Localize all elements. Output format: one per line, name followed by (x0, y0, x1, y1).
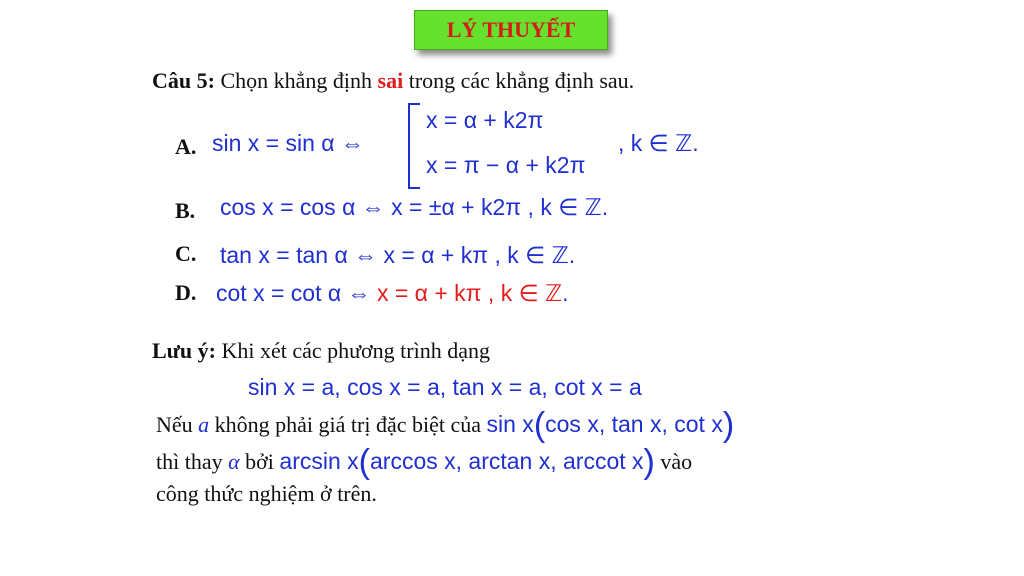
option-b-formula: cos x = cos α ⇔ x = ±α + k2π , k ∈ ℤ. (220, 194, 609, 220)
note-line-2-start: thì thay (156, 449, 223, 474)
note-text: Khi xét các phương trình dạng (221, 338, 490, 363)
option-d-letter: D. (175, 280, 197, 305)
section-title: LÝ THUYẾT (446, 17, 576, 42)
note-line-2-end: vào (660, 449, 693, 474)
note-line-2: thì thay α bởi arcsin x(arccos x, arctan x, arccot x) vào (156, 443, 693, 481)
question-line (152, 68, 634, 94)
option-a-tail: , k ∈ ℤ. (618, 130, 699, 156)
note-heading (152, 338, 490, 364)
note-line-1-paren-content: cos x, tan x, cot x (545, 411, 723, 437)
question-text-before: Chọn khẳng định (220, 68, 373, 93)
option-d-lhs: cot x = cot α ⇔ (216, 280, 371, 306)
option-d-formula (216, 280, 569, 307)
note-line-1: Nếu a không phải giá trị đặc biệt của sin x(cos x, tan x, cot x) (156, 406, 735, 444)
option-c-letter: C. (175, 241, 197, 266)
note-variable-a: a (198, 412, 210, 437)
note-line-1-middle: không phải giá trị đặc biệt của (214, 412, 482, 437)
note-line-2-middle: bởi (245, 449, 274, 474)
question-label: Câu 5: (152, 68, 215, 93)
section-title-badge (414, 10, 608, 50)
question-highlight: sai (377, 68, 404, 93)
option-b-letter: B. (175, 198, 196, 223)
note-line-3: công thức nghiệm ở trên. (156, 481, 377, 506)
option-a-lhs: sin x = sin α ⇔ (212, 130, 364, 156)
option-c-formula: tan x = tan α ⇔ x = α + kπ , k ∈ ℤ. (220, 242, 576, 268)
note-label: Lưu ý: (152, 338, 216, 363)
option-a-case-1: x = α + k2π (426, 107, 544, 133)
option-a-system-bracket (408, 103, 420, 189)
note-line-2-fn: arcsin x (279, 448, 359, 474)
option-d-red-part: x = α + kπ , k ∈ ℤ (376, 280, 563, 306)
note-equations: sin x = a, cos x = a, tan x = a, cot x = a (248, 374, 642, 400)
option-d-tail: . (562, 280, 569, 306)
question-text-after: trong các khẳng định sau. (408, 68, 635, 93)
note-line-1-fn: sin x (486, 411, 534, 437)
option-a-case-2: x = π − α + k2π (426, 152, 586, 178)
note-line-1-start: Nếu (156, 412, 193, 437)
note-line-2-paren-content: arccos x, arctan x, arccot x (370, 448, 644, 474)
option-a-letter: A. (175, 134, 197, 159)
note-variable-alpha: α (228, 449, 240, 474)
